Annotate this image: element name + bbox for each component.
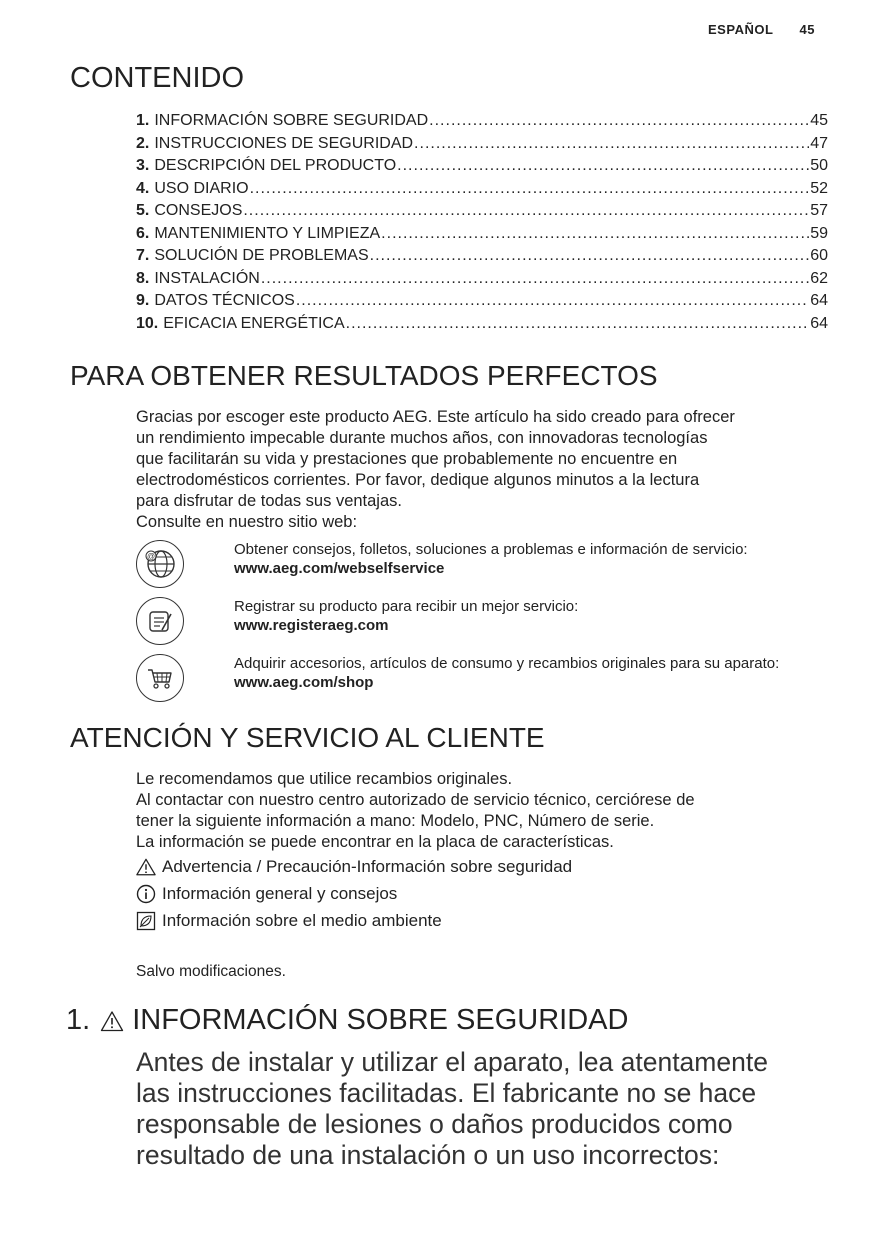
service-line: Al contactar con nuestro centro autorizado de servicio técnico, cerciórese de xyxy=(136,791,695,809)
legend-text: Información sobre el medio ambiente xyxy=(162,911,442,930)
toc-label: INFORMACIÓN SOBRE SEGURIDAD xyxy=(154,112,429,129)
toc-item-7[interactable] xyxy=(136,245,828,268)
intro-line: electrodomésticos corrientes. Por favor, dedique algunos minutos a la lectura xyxy=(136,471,700,489)
toc-num: 9. xyxy=(136,292,150,309)
safety-line: responsable de lesiones o daños producidos como xyxy=(136,1109,733,1139)
toc-label: MANTENIMIENTO Y LIMPIEZA xyxy=(154,224,381,242)
service-text: Adquirir accesorios, artículos de consumo y recambios originales para su aparato: xyxy=(234,655,780,672)
intro-line: para disfrutar de todas sus ventajas. xyxy=(136,492,402,510)
legend-warning xyxy=(136,857,572,877)
toc-item-9[interactable] xyxy=(136,290,828,313)
toc-leader xyxy=(397,155,809,178)
safety-line: Antes de instalar y utilizar el aparato, lea atentamente xyxy=(136,1047,768,1077)
toc-page: 50 xyxy=(810,157,828,174)
registeraeg-link[interactable]: www.registeraeg.com xyxy=(234,617,389,634)
legend-info xyxy=(136,884,397,904)
modifications-note: Salvo modificaciones. xyxy=(136,963,286,980)
results-title: PARA OBTENER RESULTADOS PERFECTOS xyxy=(70,360,658,391)
safety-title xyxy=(66,1004,628,1037)
toc-page: 64 xyxy=(810,292,828,309)
intro-line: Consulte en nuestro sitio web: xyxy=(136,513,358,531)
header-page-number: 45 xyxy=(799,22,815,37)
toc-page: 57 xyxy=(810,202,828,219)
service-title: ATENCIÓN Y SERVICIO AL CLIENTE xyxy=(70,722,545,753)
toc-leader xyxy=(243,200,809,223)
service-line: tener la siguiente información a mano: Modelo, PNC, Número de serie. xyxy=(136,812,655,830)
table-of-contents xyxy=(136,110,828,335)
toc-leader xyxy=(370,245,810,268)
toc-num: 8. xyxy=(136,269,150,287)
toc-page: 47 xyxy=(810,134,828,152)
safety-intro xyxy=(136,1047,836,1171)
toc-leader xyxy=(429,110,809,133)
toc-page: 62 xyxy=(810,269,828,287)
intro-line: que facilitarán su vida y prestaciones que probablemente no encuentre en xyxy=(136,450,678,468)
toc-item-5[interactable] xyxy=(136,200,828,223)
toc-page: 64 xyxy=(810,314,828,332)
toc-label: SOLUCIÓN DE PROBLEMAS xyxy=(154,247,369,264)
toc-page: 59 xyxy=(810,224,828,242)
shop-link[interactable]: www.aeg.com/shop xyxy=(234,674,374,691)
toc-page: 45 xyxy=(810,112,828,129)
safety-line: resultado de una instalación o un uso incorrectos: xyxy=(136,1140,720,1170)
toc-label: USO DIARIO xyxy=(154,179,249,197)
toc-num: 7. xyxy=(136,247,150,264)
toc-leader xyxy=(250,178,810,201)
toc-num: 1. xyxy=(136,112,150,129)
toc-leader xyxy=(261,268,809,291)
service-paragraph xyxy=(136,769,836,853)
toc-page: 60 xyxy=(810,247,828,264)
toc-page: 52 xyxy=(810,179,828,197)
safety-title-text: INFORMACIÓN SOBRE SEGURIDAD xyxy=(132,1004,629,1036)
toc-label: DESCRIPCIÓN DEL PRODUCTO xyxy=(154,157,397,174)
toc-item-6[interactable] xyxy=(136,223,828,246)
toc-label: EFICACIA ENERGÉTICA xyxy=(163,314,345,332)
legend-environment xyxy=(136,911,442,931)
toc-num: 4. xyxy=(136,179,150,197)
cart-icon xyxy=(136,654,184,702)
toc-label: INSTRUCCIONES DE SEGURIDAD xyxy=(154,134,414,152)
safety-line: las instrucciones facilitadas. El fabricante no se hace xyxy=(136,1078,757,1108)
service-text: Registrar su producto para recibir un mejor servicio: xyxy=(234,598,579,615)
toc-leader xyxy=(381,223,809,246)
toc-leader xyxy=(414,133,809,156)
toc-item-4[interactable] xyxy=(136,178,828,201)
svg-text:@: @ xyxy=(146,552,156,561)
safety-number: 1. xyxy=(66,1004,91,1036)
service-line: La información se puede encontrar en la placa de características. xyxy=(136,833,614,851)
intro-line: Gracias por escoger este producto AEG. Este artículo ha sido creado para ofrecer xyxy=(136,408,735,426)
toc-label: CONSEJOS xyxy=(154,202,243,219)
toc-item-3[interactable] xyxy=(136,155,828,178)
leaf-icon xyxy=(136,911,156,931)
toc-item-8[interactable] xyxy=(136,268,828,291)
register-icon xyxy=(136,597,184,645)
header-language: ESPAÑOL xyxy=(708,22,774,37)
service-line: Le recomendamos que utilice recambios originales. xyxy=(136,770,513,788)
legend-text: Información general y consejos xyxy=(162,884,398,903)
info-icon xyxy=(136,884,156,904)
toc-label: INSTALACIÓN xyxy=(154,269,260,287)
intro-paragraph xyxy=(136,407,836,533)
toc-item-2[interactable] xyxy=(136,133,828,156)
warning-icon xyxy=(136,857,156,877)
legend-text: Advertencia / Precaución-Información sobre seguridad xyxy=(162,857,573,876)
webselfservice-link[interactable]: www.aeg.com/webselfservice xyxy=(234,560,445,577)
toc-num: 2. xyxy=(136,134,150,152)
contents-title: CONTENIDO xyxy=(70,62,244,94)
warning-icon xyxy=(100,1010,124,1032)
toc-label: DATOS TÉCNICOS xyxy=(154,292,295,309)
toc-leader xyxy=(296,290,809,313)
toc-leader xyxy=(346,313,810,336)
toc-item-1[interactable] xyxy=(136,110,828,133)
toc-item-10[interactable] xyxy=(136,313,828,336)
toc-num: 10. xyxy=(136,314,159,332)
intro-line: un rendimiento impecable durante muchos años, con innovadoras tecnologías xyxy=(136,429,708,447)
toc-num: 5. xyxy=(136,202,150,219)
service-text: Obtener consejos, folletos, soluciones a problemas e información de servicio: xyxy=(234,541,748,558)
toc-num: 3. xyxy=(136,157,150,174)
toc-num: 6. xyxy=(136,224,150,242)
page-header xyxy=(708,22,815,37)
globe-icon xyxy=(136,540,184,588)
